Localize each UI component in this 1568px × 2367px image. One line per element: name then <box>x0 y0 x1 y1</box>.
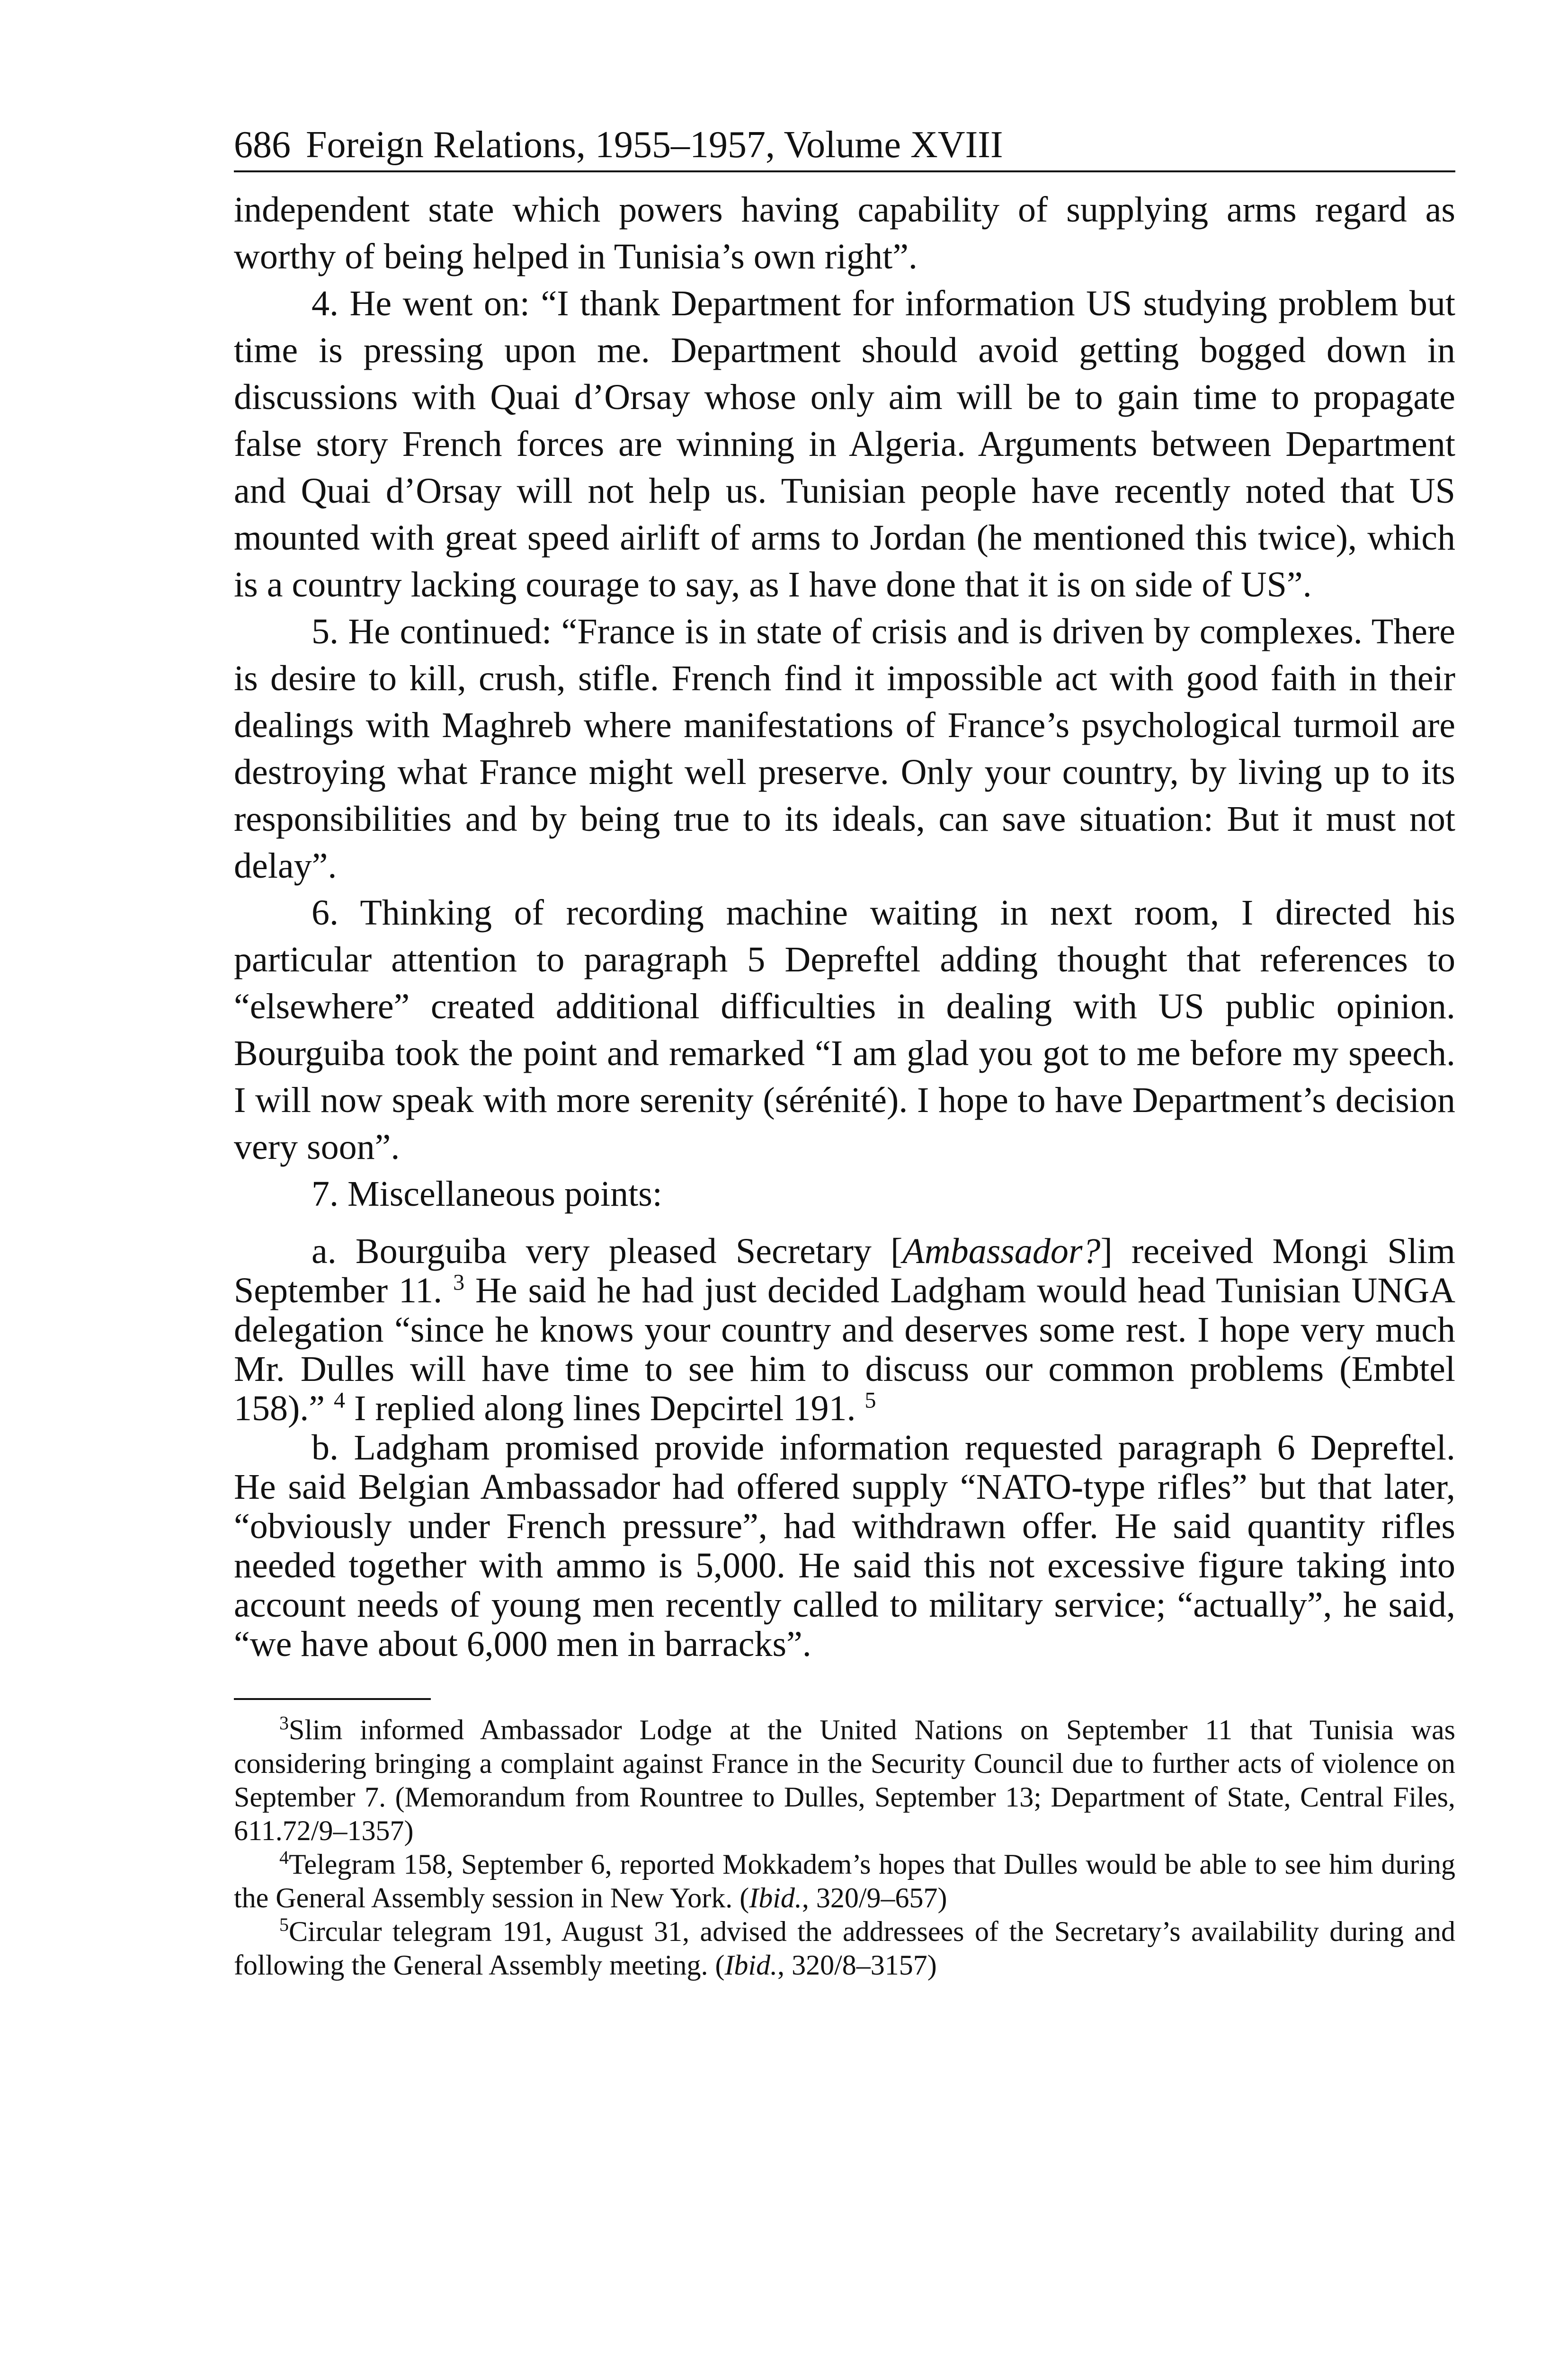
point-a-text-1: a. Bourguiba very pleased Secretary [ <box>312 1231 903 1271</box>
footnotes <box>234 1713 1455 1982</box>
footnote-5-text: Circular telegram 191, August 31, advised the addressees of the Secretary’s availability during and following the General Assembly meeting. ( <box>234 1916 1455 1981</box>
footnote-3-text: Slim informed Ambassador Lodge at the United Nations on September 11 that Tunisia was considering bringing a complaint against France in the Security Council due to further acts of violence on September 7. (Memorandum from Rountree to Dulles, September 13; Department of State, Central Files, 611.72/9–1357) <box>234 1714 1455 1846</box>
footnote-4-tail: , 320/9–657) <box>802 1882 947 1913</box>
footnote-3-marker: 3 <box>279 1712 289 1734</box>
footnote-ref-4: 4 <box>334 1388 346 1413</box>
point-a-text-2: ] received Mongi Slim September 11. <box>234 1231 1456 1310</box>
footnote-ref-5: 5 <box>864 1388 876 1413</box>
point-a-text-3: He said he had just decided Ladgham would head Tunisian UNGA delegation “since he knows your country and deserves some rest. I hope very much Mr. Dulles will have time to see him to discuss our common problems (Embtel 158).” <box>234 1271 1456 1428</box>
footnote-4-text: Telegram 158, September 6, reported Mokkadem’s hopes that Dulles would be able to see him during the General Assembly session in New York. ( <box>234 1849 1455 1913</box>
point-b: b. Ladgham promised provide information requested paragraph 6 Depreftel. He said Belgian Ambassador had offered supply “NATO-type rifles” but that later, “obviously under French pressure”, had withdrawn offer. He said quantity rifles needed together with ammo is 5,000. He said this not excessive figure taking into account needs of young men recently called to military service; “actually”, he said, “we have about 6,000 men in barracks”. <box>234 1428 1455 1664</box>
volume-title: Foreign Relations, 1955–1957, Volume XVIII <box>306 124 1003 166</box>
footnote-4-ibid: Ibid. <box>749 1882 802 1913</box>
footnote-4-marker: 4 <box>279 1847 289 1868</box>
footnote-4 <box>234 1848 1455 1915</box>
paragraph-6: 6. Thinking of recording machine waiting in next room, I directed his particular attention to paragraph 5 Depreftel adding thought that references to “elsewhere” created additional difficulties in dealing with US public opinion. Bourguiba took the point and remarked “I am glad you got to me before my speech. I will now speak with more serenity (sérénité). I hope to have Department’s decision very soon”. <box>234 893 1455 1167</box>
footnote-5-ibid: Ibid. <box>724 1949 778 1981</box>
paragraph-4: 4. He went on: “I thank Department for information US studying problem but time is pressing upon me. Department should avoid getting bogged down in discussions with Quai d’Orsay whose only aim will be to gain time to propagate false story French forces are winning in Algeria. Arguments between Department and Quai d’Orsay will not help us. Tunisian people have recently noted that US mounted with great speed airlift of arms to Jordan (he mentioned this twice), which is a country lacking courage to say, as I have done that it is on side of US”. <box>234 284 1455 605</box>
footnote-divider <box>234 1698 431 1700</box>
paragraph-continuation: independent state which powers having capability of supplying arms regard as worthy of being helped in Tunisia’s own right”. <box>234 190 1455 276</box>
document-page <box>234 122 1455 1982</box>
paragraph-5: 5. He continued: “France is in state of crisis and is driven by complexes. There is desire to kill, crush, stifle. French find it impossible act with good faith in their dealings with Maghreb where manifestations of France’s psychological turmoil are destroying what France might well preserve. Only your country, by living up to its responsibilities and by being true to its ideals, can save situation: But it must not delay”. <box>234 612 1455 886</box>
running-header <box>234 122 1455 172</box>
footnote-5 <box>234 1915 1455 1982</box>
paragraph-7: 7. Miscellaneous points: <box>312 1174 662 1214</box>
footnote-5-tail: , 320/8–3157) <box>777 1949 937 1981</box>
footnote-ref-3: 3 <box>453 1270 465 1295</box>
page-number: 686 <box>234 124 291 166</box>
point-a-italic: Ambassador? <box>902 1231 1101 1271</box>
main-text <box>234 187 1455 1218</box>
footnote-5-marker: 5 <box>279 1914 289 1935</box>
miscellaneous-points <box>234 1232 1455 1664</box>
point-a-text-4: I replied along lines Depcirtel 191. <box>345 1388 856 1428</box>
footnote-3 <box>234 1713 1455 1848</box>
point-a <box>234 1232 1455 1428</box>
